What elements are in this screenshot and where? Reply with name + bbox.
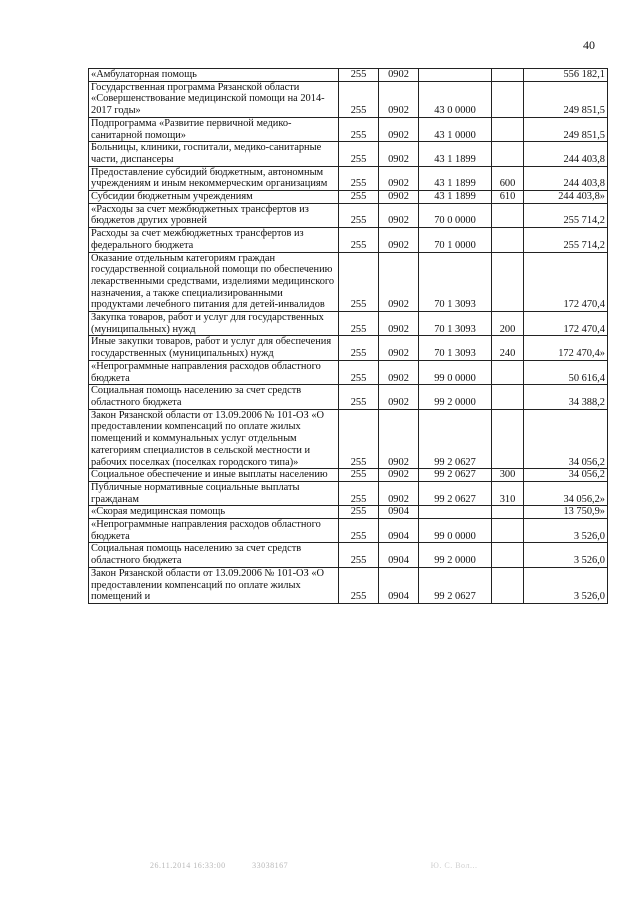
row-grbs-code: 255: [339, 409, 379, 469]
table-row: [89, 191, 608, 204]
table-row: [89, 336, 608, 360]
row-name: Иные закупки товаров, работ и услуг для обеспечения государственных (муниципальных) нужд: [89, 336, 339, 360]
row-name: «Непрограммные направления расходов областного бюджета: [89, 519, 339, 543]
row-grbs-code: 255: [339, 203, 379, 227]
row-section-code: 0902: [379, 191, 419, 204]
row-amount: 13 750,9»: [524, 506, 608, 519]
row-grbs-code: 255: [339, 506, 379, 519]
row-target-code: 99 2 0000: [419, 543, 492, 567]
row-name: Закон Рязанской области от 13.09.2006 № 101-ОЗ «О предоставлении компенсаций по оплате жилых помещений и коммунальных услуг отдельным категориям специалистов в сельской местности и рабочих поселках (поселках городского типа)»: [89, 409, 339, 469]
row-expense-type: 610: [492, 191, 524, 204]
table-row: [89, 312, 608, 336]
row-target-code: 70 1 0000: [419, 228, 492, 252]
row-target-code: 70 1 3093: [419, 312, 492, 336]
table-row: [89, 117, 608, 141]
row-amount: 34 056,2»: [524, 481, 608, 505]
row-section-code: 0902: [379, 81, 419, 117]
row-expense-type: 240: [492, 336, 524, 360]
row-target-code: 70 1 3093: [419, 336, 492, 360]
row-expense-type: [492, 543, 524, 567]
row-section-code: 0902: [379, 481, 419, 505]
row-section-code: 0902: [379, 142, 419, 166]
row-grbs-code: 255: [339, 69, 379, 82]
row-amount: 172 470,4: [524, 312, 608, 336]
row-target-code: 43 1 1899: [419, 166, 492, 190]
row-target-code: 70 1 3093: [419, 252, 492, 312]
table-row: [89, 166, 608, 190]
table-row: [89, 81, 608, 117]
row-section-code: 0902: [379, 252, 419, 312]
row-expense-type: [492, 409, 524, 469]
row-amount: 50 616,4: [524, 360, 608, 384]
table-row: [89, 252, 608, 312]
row-expense-type: [492, 360, 524, 384]
row-section-code: 0904: [379, 543, 419, 567]
table-row: [89, 142, 608, 166]
row-expense-type: 300: [492, 469, 524, 482]
footer-code: 33038167: [252, 861, 289, 870]
row-name: Социальное обеспечение и иные выплаты населению: [89, 469, 339, 482]
row-amount: 249 851,5: [524, 117, 608, 141]
row-grbs-code: 255: [339, 81, 379, 117]
table-row: [89, 567, 608, 603]
budget-table-body: [89, 69, 608, 604]
row-amount: 34 056,2: [524, 409, 608, 469]
budget-table: [88, 68, 608, 604]
row-target-code: 70 0 0000: [419, 203, 492, 227]
row-section-code: 0902: [379, 469, 419, 482]
footer: [150, 861, 477, 870]
row-grbs-code: 255: [339, 142, 379, 166]
row-amount: 244 403,8»: [524, 191, 608, 204]
row-name: Социальная помощь населению за счет средств областного бюджета: [89, 543, 339, 567]
row-amount: 172 470,4: [524, 252, 608, 312]
row-expense-type: 600: [492, 166, 524, 190]
table-row: [89, 228, 608, 252]
row-expense-type: [492, 69, 524, 82]
row-target-code: 99 2 0000: [419, 385, 492, 409]
row-grbs-code: 255: [339, 191, 379, 204]
row-amount: 249 851,5: [524, 81, 608, 117]
table-row: [89, 385, 608, 409]
row-grbs-code: 255: [339, 360, 379, 384]
row-name: Подпрограмма «Развитие первичной медико-санитарной помощи»: [89, 117, 339, 141]
row-grbs-code: 255: [339, 228, 379, 252]
row-grbs-code: 255: [339, 543, 379, 567]
row-target-code: 99 2 0627: [419, 409, 492, 469]
row-name: Оказание отдельным категориям граждан государственной социальной помощи по обеспечению лекарственными средствами, изделиями медицинского назначения, а также специализированными продуктами лечебного питания для детей-инвалидов: [89, 252, 339, 312]
row-grbs-code: 255: [339, 385, 379, 409]
row-target-code: 99 0 0000: [419, 519, 492, 543]
table-row: [89, 203, 608, 227]
row-name: Публичные нормативные социальные выплаты гражданам: [89, 481, 339, 505]
row-section-code: 0902: [379, 69, 419, 82]
row-name: Социальная помощь населению за счет средств областного бюджета: [89, 385, 339, 409]
row-section-code: 0902: [379, 117, 419, 141]
row-section-code: 0902: [379, 166, 419, 190]
row-amount: 255 714,2: [524, 228, 608, 252]
row-amount: 3 526,0: [524, 567, 608, 603]
row-name: «Амбулаторная помощь: [89, 69, 339, 82]
footer-mark: Ю. С. Вол...: [430, 861, 478, 870]
page-number: 40: [583, 38, 595, 52]
row-grbs-code: 255: [339, 166, 379, 190]
row-amount: 172 470,4»: [524, 336, 608, 360]
row-target-code: 43 1 1899: [419, 142, 492, 166]
row-expense-type: [492, 567, 524, 603]
row-section-code: 0904: [379, 519, 419, 543]
row-expense-type: [492, 142, 524, 166]
row-amount: 244 403,8: [524, 142, 608, 166]
row-expense-type: [492, 228, 524, 252]
row-expense-type: [492, 203, 524, 227]
row-amount: 34 056,2: [524, 469, 608, 482]
row-section-code: 0902: [379, 336, 419, 360]
table-row: [89, 409, 608, 469]
row-section-code: 0902: [379, 409, 419, 469]
row-amount: 34 388,2: [524, 385, 608, 409]
row-section-code: 0904: [379, 506, 419, 519]
row-expense-type: [492, 81, 524, 117]
row-target-code: 99 2 0627: [419, 567, 492, 603]
row-expense-type: [492, 506, 524, 519]
row-name: Закупка товаров, работ и услуг для государственных (муниципальных) нужд: [89, 312, 339, 336]
row-grbs-code: 255: [339, 567, 379, 603]
row-amount: 244 403,8: [524, 166, 608, 190]
row-expense-type: [492, 519, 524, 543]
table-row: [89, 506, 608, 519]
row-name: Предоставление субсидий бюджетным, автономным учреждениям и иным некоммерческим организациям: [89, 166, 339, 190]
row-section-code: 0902: [379, 203, 419, 227]
table-row: [89, 481, 608, 505]
table-row: [89, 543, 608, 567]
row-name: «Скорая медицинская помощь: [89, 506, 339, 519]
row-section-code: 0902: [379, 228, 419, 252]
row-target-code: 43 1 0000: [419, 117, 492, 141]
row-amount: 556 182,1: [524, 69, 608, 82]
row-grbs-code: 255: [339, 469, 379, 482]
row-expense-type: 200: [492, 312, 524, 336]
row-grbs-code: 255: [339, 481, 379, 505]
table-row: [89, 519, 608, 543]
row-target-code: 99 0 0000: [419, 360, 492, 384]
row-section-code: 0904: [379, 567, 419, 603]
row-target-code: [419, 69, 492, 82]
row-expense-type: [492, 385, 524, 409]
row-expense-type: 310: [492, 481, 524, 505]
row-name: Государственная программа Рязанской области «Совершенствование медицинской помощи на 2014-2017 годы»: [89, 81, 339, 117]
table-row: [89, 69, 608, 82]
row-target-code: 99 2 0627: [419, 469, 492, 482]
row-name: «Непрограммные направления расходов областного бюджета: [89, 360, 339, 384]
row-name: Закон Рязанской области от 13.09.2006 № 101-ОЗ «О предоставлении компенсаций по оплате жилых помещений и: [89, 567, 339, 603]
row-target-code: [419, 506, 492, 519]
row-amount: 3 526,0: [524, 519, 608, 543]
row-grbs-code: 255: [339, 252, 379, 312]
row-grbs-code: 255: [339, 336, 379, 360]
footer-date: 26.11.2014 16:33:00: [150, 861, 226, 870]
row-name: Расходы за счет межбюджетных трансфертов из федерального бюджета: [89, 228, 339, 252]
row-amount: 3 526,0: [524, 543, 608, 567]
row-expense-type: [492, 252, 524, 312]
table-row: [89, 469, 608, 482]
row-grbs-code: 255: [339, 117, 379, 141]
row-target-code: 43 0 0000: [419, 81, 492, 117]
row-expense-type: [492, 117, 524, 141]
row-grbs-code: 255: [339, 312, 379, 336]
row-name: Больницы, клиники, госпитали, медико-санитарные части, диспансеры: [89, 142, 339, 166]
row-amount: 255 714,2: [524, 203, 608, 227]
row-section-code: 0902: [379, 360, 419, 384]
row-name: «Расходы за счет межбюджетных трансфертов из бюджетов других уровней: [89, 203, 339, 227]
row-target-code: 99 2 0627: [419, 481, 492, 505]
row-name: Субсидии бюджетным учреждениям: [89, 191, 339, 204]
table-row: [89, 360, 608, 384]
row-section-code: 0902: [379, 312, 419, 336]
row-target-code: 43 1 1899: [419, 191, 492, 204]
row-section-code: 0902: [379, 385, 419, 409]
row-grbs-code: 255: [339, 519, 379, 543]
